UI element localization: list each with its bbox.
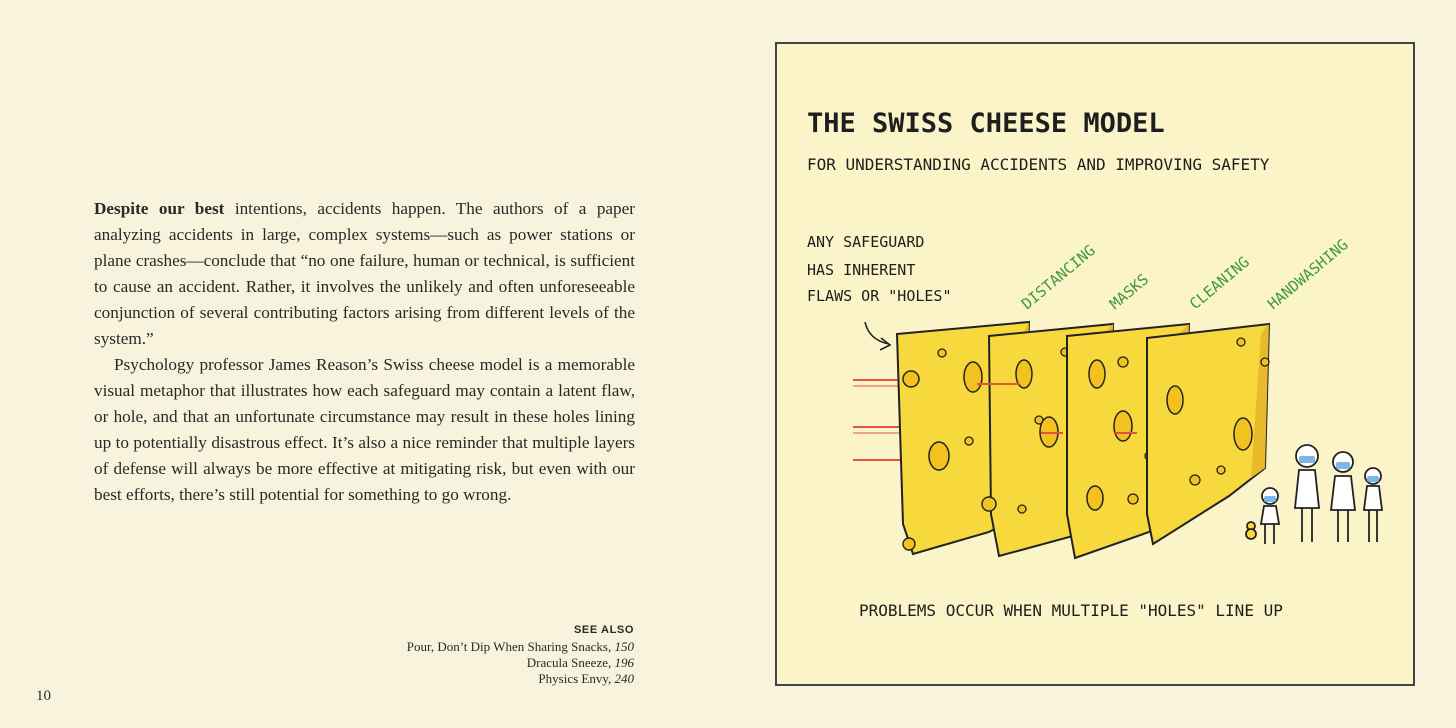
see-also-title: Physics Envy, [538,671,615,686]
see-also-section [314,622,634,687]
see-also-heading: SEE ALSO [573,624,634,636]
see-also-page: 240 [614,671,634,686]
see-also-item [314,639,634,655]
illustration-svg [777,44,1413,684]
illustration-title: THE SWISS CHEESE MODEL [807,108,1165,139]
layer-label-cleaning: CLEANING [1186,252,1253,314]
page-number: 10 [36,688,51,704]
layer-label-distancing: DISTANCING [1018,241,1099,314]
annotation-line: FLAWS OR "HOLES" [807,287,952,305]
see-also-page: 196 [614,655,634,670]
swiss-cheese-illustration [775,42,1415,686]
annotation-line: HAS INHERENT [807,261,916,279]
body-text [94,196,635,508]
paragraph-lead: Despite our best [94,199,225,218]
annotation-arrowhead [880,338,890,350]
see-also-page: 150 [614,639,634,654]
cheese-slice-4 [1147,324,1269,544]
paragraph-1-text: intentions, accidents happen. The authors of a paper analyzing accidents in large, complex systems—such as power stations or plane crashes—conclude that “no one failure, human or technical, is sufficient to cause an accident. Rather, it involves the unlikely and often unforeseeable conjunction of several contributing factors arising from different levels of the system.” [94,199,635,348]
illustration-caption: PROBLEMS OCCUR WHEN MULTIPLE "HOLES" LINE UP [859,601,1283,620]
see-also-title: Dracula Sneeze, [526,655,615,670]
face-masks [1264,456,1379,502]
paragraph-2: Psychology professor James Reason’s Swiss cheese model is a memorable visual metaphor that illustrates how each safeguard may contain a latent flaw, or hole, and that an unfortunate circumstance may result in these holes lining up to potentially disastrous effect. It’s also a nice reminder that multiple layers of defense will always be more effective at mitigating risk, but even with our best efforts, there’s still potential for something to go wrong. [94,355,635,504]
illustration-subtitle: FOR UNDERSTANDING ACCIDENTS AND IMPROVING SAFETY [807,155,1270,174]
layer-label-masks: MASKS [1106,270,1153,314]
see-also-title: Pour, Don’t Dip When Sharing Snacks, [406,639,615,654]
see-also-item [314,655,634,671]
paragraph-1 [94,196,635,352]
layer-label-handwashing: HANDWASHING [1264,235,1352,314]
annotation-line: ANY SAFEGUARD [807,233,925,251]
see-also-item [314,671,634,687]
